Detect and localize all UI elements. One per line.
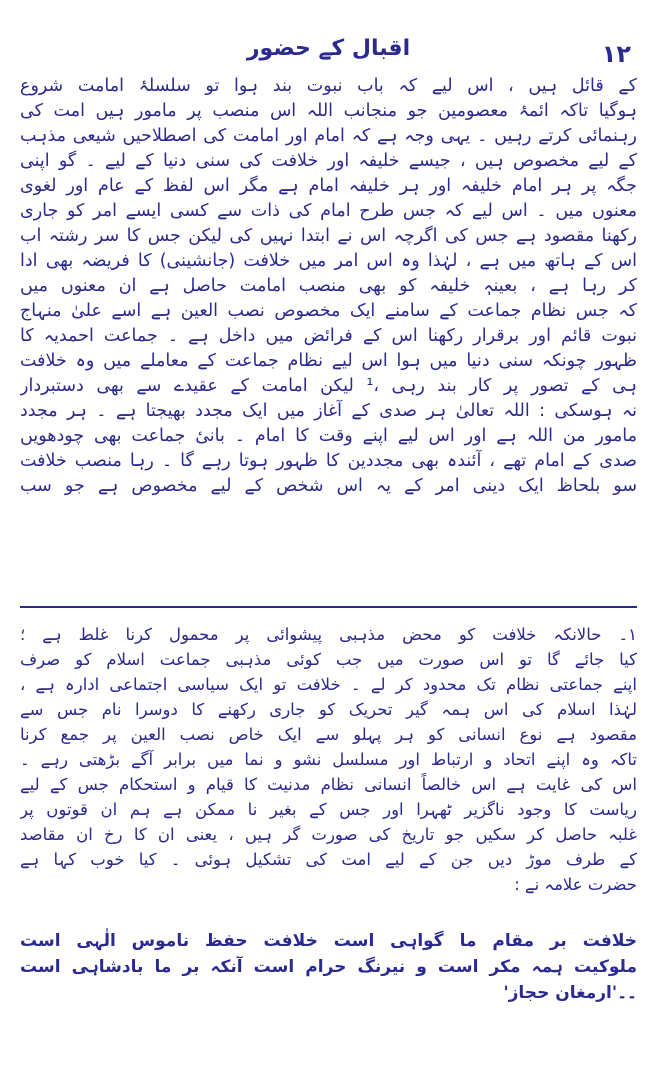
text-line: نبوت قائم اور برقرار رکھنا اس کے فرائض میں داخل ہے ۔ جماعت احمدیہ کا [20, 326, 637, 346]
text-line: سو بلحاظ ایک دینی امر کے یہ اس شخص کے لیے مخصوص ہے جو سب [20, 476, 637, 496]
verse-line: خلافت بر مقام ما گواہی است خلافت حفظ ناموس الٰہی است [20, 931, 637, 951]
footnote-block [20, 622, 637, 897]
verse-source: ۔۔'ارمغان حجاز' [503, 983, 637, 1003]
footnote-line: لہٰذا اسلام کی اس ہمہ گیر تحریک کو جاری رکھنے کا دوسرا نام جس سے [20, 700, 637, 719]
poetry-quote [20, 928, 637, 1006]
text-line: کر رہا ہے ، بعینہٖ خلیفہ کو بھی منصب امامت حاصل ہے ان معنوں میں [20, 276, 637, 296]
footnote-line: ریاست کا وجود ناگزیر ٹھہرا اور جس کے بغیر نا ممکن ہے ہم ان قوتوں پر [20, 800, 637, 819]
text-line: ہی کے تصور پر کار بند رہی ،¹ لیکن امامت کے عقیدے سے بھی دستبردار [20, 376, 637, 396]
footnote-line: غلبہ حاصل کر سکیں جو تاریخ کی صورت گر ہیں ، یعنی ان کا رخ ان مقاصد [20, 825, 637, 844]
text-line: رکھنا مقصود ہے جس کی اگرچہ اس نے ابتدا نہیں کی لیکن جس کا سر رشتہ اب [20, 226, 637, 246]
text-line: کے قائل ہیں ، اس لیے کہ باب نبوت بند ہوا تو سلسلۂ امامت شروع [20, 76, 637, 96]
text-line: کے لیے مخصوص ہیں ، جیسے خلیفہ اور خلافت کی سنی دنیا کے لیے ۔ گو اپنی [20, 151, 637, 171]
footnote-line: ۱۔ حالانکہ خلافت کو محض مذہبی پیشوائی پر محمول کرنا غلط ہے ؛ [20, 625, 637, 644]
text-line: ہوگیا تاکہ ائمۂ معصومین جو منجانب اللہ اس منصب پر مامور ہیں امت کی [20, 101, 637, 121]
text-line: مامور من اللہ ہے اور اس لیے اپنے وقت کا امام ۔ بانیٔ جماعت بھی چودھویں [20, 426, 637, 446]
running-title: اقبال کے حضور [246, 36, 411, 61]
footnote-divider [20, 606, 637, 608]
footnote-line: کے طرف موڑ دیں جن کے لیے امت کی تشکیل ہوئی ۔ کیا خوب کہا ہے [20, 850, 637, 869]
footnote-line: اپنے جماعتی نظام تک محدود کر لے ۔ خلافت تو ایک سیاسی اجتماعی ادارہ ہے ، [20, 675, 637, 694]
text-line: رہنمائی کرتے رہیں ۔ یہی وجہ ہے کہ امام اور امامت کی اصطلاحیں شیعی مذہب [20, 126, 637, 146]
page-number: ۱۲ [601, 40, 631, 68]
footnote-line: تاکہ وہ اپنے اتحاد و ارتباط اور مسلسل نشو و نما میں برابر آگے بڑھتی رہے ۔ [20, 750, 637, 769]
footnote-line: کیا جائے گا تو اس صورت میں جب کوئی مذہبی جماعت اسلام کو صرف [20, 650, 637, 669]
footnote-line: اس کی غایت ہے اس خالصاً انسانی نظام مدنیت کا قیام و استحکام جس کے لیے [20, 775, 637, 794]
text-line: کہ جس نظام جماعت کے سامنے ایک مخصوص نصب العین ہے اسے علیٰ منہاج [20, 301, 637, 321]
text-line: صدی کے امام تھے ، آئندہ بھی مجددین کا ظہور ہوتا رہے گا ۔ رہا منصب خلافت [20, 451, 637, 471]
text-line: جگہ پر ہر امام خلیفہ اور ہر خلیفہ امام ہے مگر اس لفظ کے عام اور لغوی [20, 176, 637, 196]
footnote-line: حضرت علامہ نے : [514, 875, 637, 894]
text-line: اس کے ہاتھ میں ہے ، لہٰذا وہ اس امر میں خلافت (جانشینی) کا فریضہ بھی ادا [20, 251, 637, 271]
footnote-line: مقصود ہے نوع انسانی کو ہر پہلو سے ایک خاص نصب العین پر جمع کرنا [20, 725, 637, 744]
text-line: معنوں میں ۔ اس لیے کہ جس طرح امام کی ذات سے کسی ایسے امر کو جاری [20, 201, 637, 221]
text-line: نہ ہوسکی : اللہ تعالیٰ ہر صدی کے آغاز میں ایک مجدد بھیجتا ہے ۔ ہر مجدد [20, 401, 637, 421]
verse-line: ملوکیت ہمہ مکر است و نیرنگ حرام است آنکہ بر ما بادشاہی است [20, 957, 637, 977]
text-line: ظہور چونکہ سنی دنیا میں ہوا اس لیے نظام جماعت کے معاملے میں وہ خلافت [20, 351, 637, 371]
main-text [20, 74, 637, 499]
